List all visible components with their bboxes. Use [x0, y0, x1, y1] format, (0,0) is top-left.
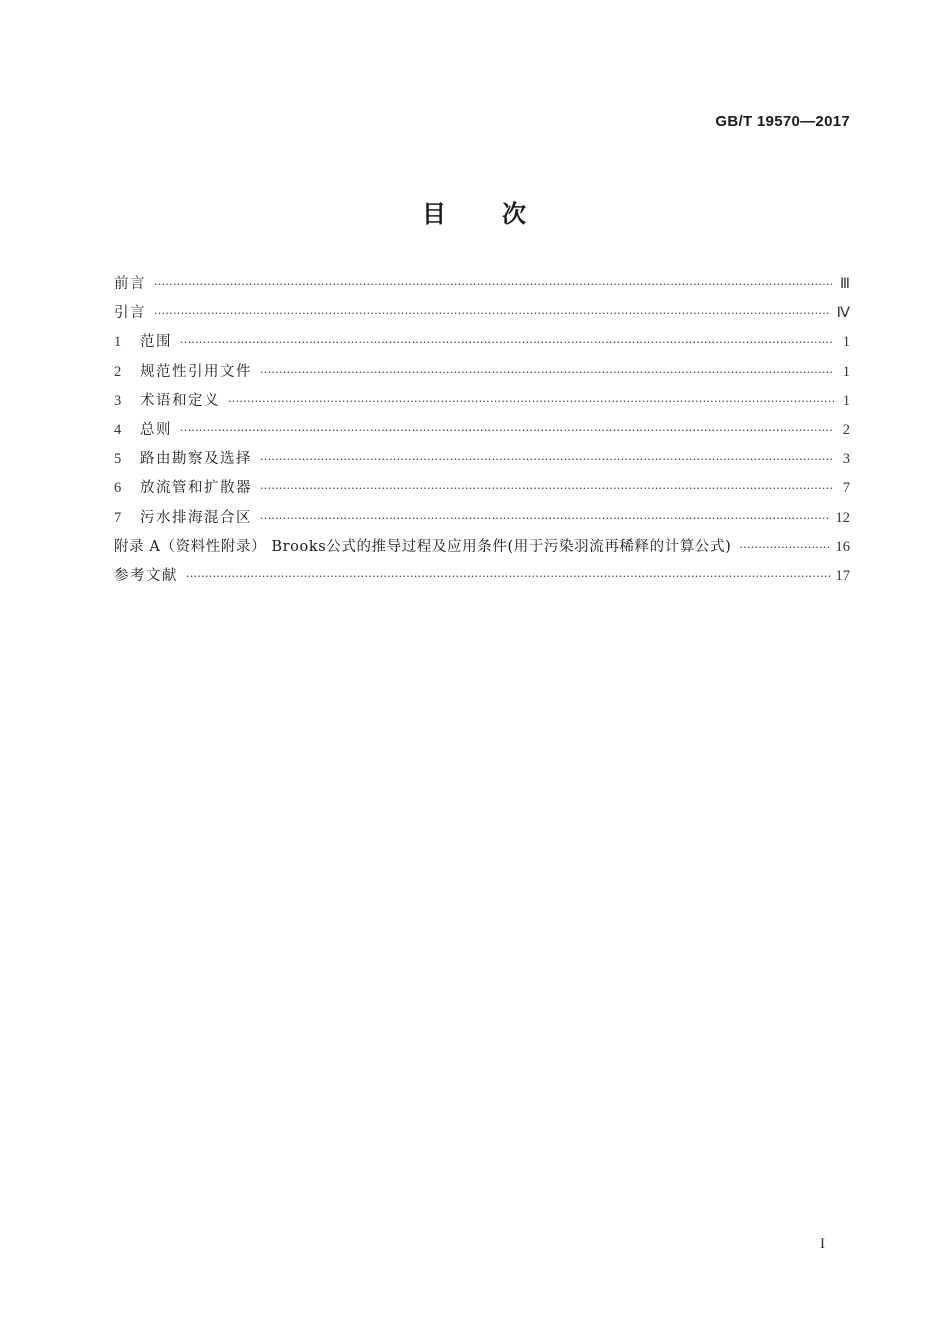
toc-entry-label: 范围	[140, 334, 172, 351]
toc-entry-page: 16	[835, 538, 850, 555]
toc-entry-label: 引言	[114, 305, 146, 322]
toc-entry-page: 17	[835, 567, 850, 584]
toc-leader-dots	[260, 445, 834, 474]
table-of-contents	[114, 270, 850, 591]
toc-entry-introduction[interactable]	[114, 299, 850, 328]
toc-entry-number: 3	[114, 392, 122, 409]
toc-entry-number: 6	[114, 480, 122, 497]
toc-entry-number: 1	[114, 334, 122, 351]
toc-entry-label: 参考文献	[114, 567, 178, 584]
toc-entry-appendix-a[interactable]	[114, 533, 850, 562]
toc-entry-foreword[interactable]	[114, 270, 850, 299]
toc-leader-dots	[228, 387, 834, 416]
toc-entry-7[interactable]	[114, 504, 850, 533]
toc-entry-number: 4	[114, 421, 122, 438]
toc-entry-label: 总则	[140, 421, 172, 438]
toc-entry-label: 前言	[114, 276, 146, 292]
toc-leader-dots	[154, 299, 831, 328]
toc-entry-number: 2	[114, 363, 122, 380]
toc-entry-2[interactable]	[114, 358, 850, 387]
page-number: I	[820, 1236, 825, 1252]
title-char-2: 次	[502, 200, 528, 228]
toc-entry-page: 1	[842, 363, 850, 380]
toc-entry-5[interactable]	[114, 445, 850, 474]
toc-entry-label: 污水排海混合区	[140, 509, 252, 526]
toc-leader-dots	[260, 358, 834, 387]
toc-entry-label: 规范性引用文件	[140, 363, 252, 380]
toc-entry-6[interactable]	[114, 474, 850, 503]
toc-entry-page: Ⅳ	[836, 305, 850, 322]
toc-entry-3[interactable]	[114, 387, 850, 416]
toc-leader-dots	[260, 474, 834, 503]
toc-entry-page: 12	[835, 509, 850, 526]
toc-entry-page: 1	[842, 392, 850, 409]
toc-entry-page: 7	[842, 480, 850, 497]
toc-leader-dots	[154, 270, 834, 299]
toc-entry-4[interactable]	[114, 416, 850, 445]
toc-leader-dots	[186, 562, 830, 591]
toc-entry-page: 1	[842, 334, 850, 351]
toc-entry-number: 7	[114, 509, 122, 526]
toc-entry-page: Ⅲ	[840, 276, 850, 292]
toc-entry-page: 2	[842, 421, 850, 438]
page-title	[0, 194, 950, 229]
toc-entry-label: 路由勘察及选择	[140, 451, 252, 468]
toc-leader-dots	[180, 328, 834, 357]
title-char-1: 目	[422, 200, 448, 228]
toc-entry-label: 附录 A（资料性附录） Brooks公式的推导过程及应用条件(用于污染羽流再稀释的计算公式)	[114, 538, 732, 555]
toc-entry-references[interactable]	[114, 562, 850, 591]
toc-entry-page: 3	[842, 451, 850, 468]
toc-leader-dots	[260, 504, 830, 533]
toc-entry-number: 5	[114, 451, 122, 468]
toc-leader-dots	[739, 533, 829, 562]
toc-entry-label: 术语和定义	[140, 392, 220, 409]
toc-entry-label: 放流管和扩散器	[140, 480, 252, 497]
toc-leader-dots	[180, 416, 834, 445]
toc-entry-1[interactable]	[114, 328, 850, 357]
standard-number: GB/T 19570—2017	[715, 113, 850, 130]
